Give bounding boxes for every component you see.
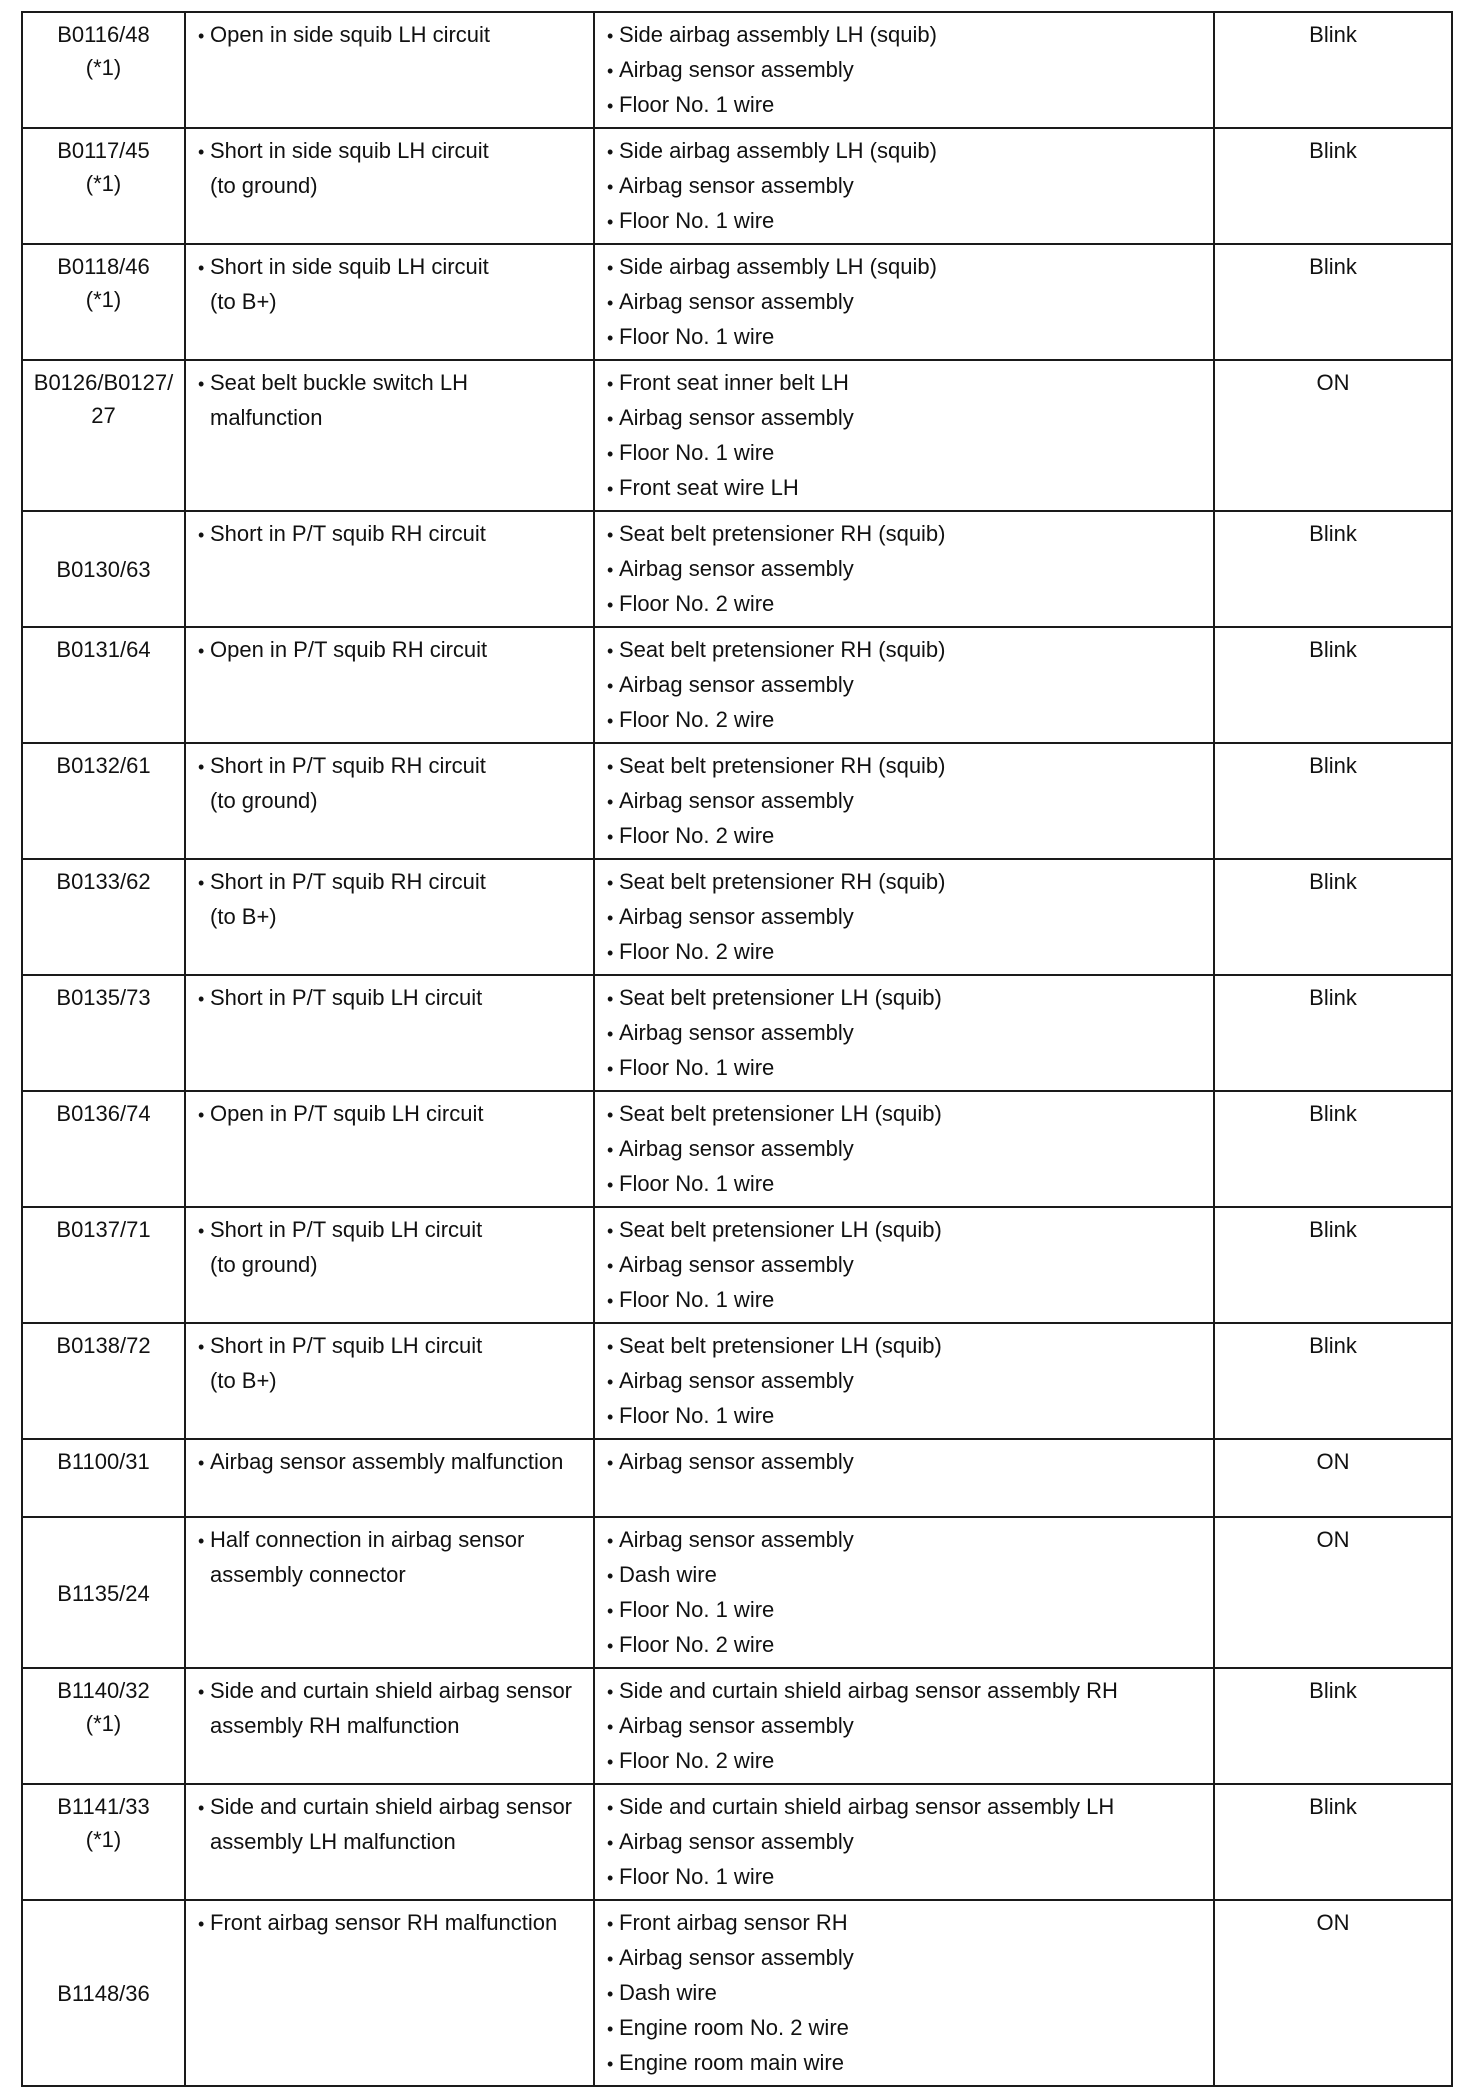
- detection-item-cell: [185, 743, 594, 859]
- detection-item: • Short in side squib LH circuit (to B+): [194, 250, 585, 318]
- table-row: [22, 511, 1452, 627]
- trouble-area: • Airbag sensor assembly: [603, 784, 1205, 819]
- trouble-area-cell: [594, 360, 1214, 511]
- dtc-code: B0130/63: [56, 557, 151, 582]
- trouble-area: • Seat belt pretensioner RH (squib): [603, 517, 1205, 552]
- trouble-area: • Seat belt pretensioner LH (squib): [603, 981, 1205, 1016]
- table-row: [22, 360, 1452, 511]
- detection-item-cell: [185, 975, 594, 1091]
- dtc-code: 27: [91, 403, 116, 428]
- dtc-code-cell: [22, 360, 185, 511]
- warning-lamp-status: Blink: [1214, 511, 1452, 627]
- detection-item-cell: [185, 1517, 594, 1668]
- dtc-code: B0136/74: [56, 1101, 151, 1126]
- dtc-code-cell: [22, 1900, 185, 2086]
- warning-lamp-status: ON: [1214, 1900, 1452, 2086]
- trouble-area: • Airbag sensor assembly: [603, 285, 1205, 320]
- dtc-code-cell: [22, 1668, 185, 1784]
- trouble-area: • Airbag sensor assembly: [603, 552, 1205, 587]
- dtc-code: (*1): [85, 55, 122, 80]
- dtc-code: (*1): [85, 287, 122, 312]
- trouble-area: • Airbag sensor assembly: [603, 1445, 1205, 1480]
- table-row: [22, 1439, 1452, 1517]
- warning-lamp-status: Blink: [1214, 1784, 1452, 1900]
- table-row: [22, 1784, 1452, 1900]
- dtc-code-cell: [22, 627, 185, 743]
- trouble-area: • Floor No. 2 wire: [603, 935, 1205, 970]
- table-row: [22, 244, 1452, 360]
- dtc-code-cell: [22, 1439, 185, 1517]
- detection-item-cell: [185, 244, 594, 360]
- dtc-code-cell: [22, 244, 185, 360]
- trouble-area: • Airbag sensor assembly: [603, 1941, 1205, 1976]
- detection-item: • Half connection in airbag sensor assembly connector: [194, 1523, 585, 1591]
- warning-lamp-status: Blink: [1214, 1323, 1452, 1439]
- trouble-area-cell: [594, 511, 1214, 627]
- warning-lamp-status: ON: [1214, 1517, 1452, 1668]
- dtc-code: B0138/72: [56, 1333, 151, 1358]
- detection-item-cell: [185, 1439, 594, 1517]
- table-row: [22, 1091, 1452, 1207]
- dtc-code: B1148/36: [57, 1981, 150, 2006]
- table-row: [22, 1517, 1452, 1668]
- trouble-area-cell: [594, 743, 1214, 859]
- trouble-area: • Floor No. 1 wire: [603, 320, 1205, 355]
- trouble-area: • Floor No. 2 wire: [603, 1744, 1205, 1779]
- trouble-area: • Airbag sensor assembly: [603, 1709, 1205, 1744]
- trouble-area-cell: [594, 975, 1214, 1091]
- dtc-code: B0137/71: [56, 1217, 151, 1242]
- dtc-code: B0131/64: [56, 637, 151, 662]
- trouble-area-cell: [594, 859, 1214, 975]
- trouble-area: • Floor No. 2 wire: [603, 1628, 1205, 1663]
- table-row: [22, 128, 1452, 244]
- trouble-area: • Floor No. 1 wire: [603, 1051, 1205, 1086]
- trouble-area: • Side airbag assembly LH (squib): [603, 134, 1205, 169]
- detection-item-cell: [185, 1668, 594, 1784]
- trouble-area-cell: [594, 1784, 1214, 1900]
- trouble-area: • Floor No. 2 wire: [603, 703, 1205, 738]
- trouble-area: • Side airbag assembly LH (squib): [603, 18, 1205, 53]
- trouble-area-cell: [594, 1517, 1214, 1668]
- dtc-code: B1140/32: [57, 1678, 150, 1703]
- trouble-area: • Airbag sensor assembly: [603, 900, 1205, 935]
- trouble-area: • Floor No. 1 wire: [603, 204, 1205, 239]
- detection-item: • Seat belt buckle switch LH malfunction: [194, 366, 585, 434]
- dtc-code-cell: [22, 743, 185, 859]
- table-row: [22, 975, 1452, 1091]
- detection-item-cell: [185, 128, 594, 244]
- dtc-code: (*1): [85, 1827, 122, 1852]
- detection-item-cell: [185, 627, 594, 743]
- dtc-code-cell: [22, 1517, 185, 1668]
- detection-item: • Airbag sensor assembly malfunction: [194, 1445, 585, 1480]
- detection-item: • Open in side squib LH circuit: [194, 18, 585, 53]
- detection-item: • Open in P/T squib LH circuit: [194, 1097, 585, 1132]
- dtc-code: B0132/61: [56, 753, 151, 778]
- dtc-code-cell: [22, 128, 185, 244]
- dtc-code-cell: [22, 859, 185, 975]
- table-row: [22, 859, 1452, 975]
- detection-item: • Short in P/T squib RH circuit (to B+): [194, 865, 585, 933]
- dtc-code-cell: [22, 1207, 185, 1323]
- trouble-area: • Airbag sensor assembly: [603, 1248, 1205, 1283]
- table-row: [22, 627, 1452, 743]
- trouble-area: • Airbag sensor assembly: [603, 1364, 1205, 1399]
- trouble-area: • Airbag sensor assembly: [603, 169, 1205, 204]
- trouble-area: • Engine room No. 2 wire: [603, 2011, 1205, 2046]
- detection-item: • Short in P/T squib RH circuit: [194, 517, 585, 552]
- trouble-area: • Dash wire: [603, 1976, 1205, 2011]
- trouble-area-cell: [594, 12, 1214, 128]
- dtc-code: B0116/48: [57, 22, 150, 47]
- trouble-area: • Seat belt pretensioner RH (squib): [603, 865, 1205, 900]
- detection-item: • Side and curtain shield airbag sensor assembly LH malfunction: [194, 1790, 585, 1858]
- trouble-area-cell: [594, 128, 1214, 244]
- trouble-area: • Side and curtain shield airbag sensor assembly RH: [603, 1674, 1205, 1709]
- trouble-area: • Airbag sensor assembly: [603, 1132, 1205, 1167]
- trouble-area: • Floor No. 1 wire: [603, 88, 1205, 123]
- table-row: [22, 1900, 1452, 2086]
- detection-item-cell: [185, 1207, 594, 1323]
- dtc-code: B0126/B0127/: [33, 370, 174, 395]
- trouble-area: • Floor No. 1 wire: [603, 1860, 1205, 1895]
- dtc-code: B0133/62: [56, 869, 151, 894]
- dtc-code-cell: [22, 12, 185, 128]
- trouble-area-cell: [594, 1439, 1214, 1517]
- trouble-area: • Front airbag sensor RH: [603, 1906, 1205, 1941]
- trouble-area: • Dash wire: [603, 1558, 1205, 1593]
- trouble-area: • Side and curtain shield airbag sensor assembly LH: [603, 1790, 1205, 1825]
- detection-item: • Short in P/T squib LH circuit (to B+): [194, 1329, 585, 1397]
- warning-lamp-status: Blink: [1214, 1668, 1452, 1784]
- dtc-code: B1141/33: [57, 1794, 150, 1819]
- trouble-area: • Seat belt pretensioner LH (squib): [603, 1097, 1205, 1132]
- detection-item: • Short in P/T squib LH circuit (to ground): [194, 1213, 585, 1281]
- trouble-area-cell: [594, 1900, 1214, 2086]
- warning-lamp-status: Blink: [1214, 244, 1452, 360]
- dtc-code: B1135/24: [57, 1580, 150, 1606]
- dtc-code-cell: [22, 511, 185, 627]
- dtc-code: (*1): [85, 171, 122, 196]
- trouble-area: • Airbag sensor assembly: [603, 1016, 1205, 1051]
- trouble-area: • Airbag sensor assembly: [603, 53, 1205, 88]
- trouble-area: • Side airbag assembly LH (squib): [603, 250, 1205, 285]
- dtc-table: [21, 11, 1453, 2087]
- table-row: [22, 1323, 1452, 1439]
- table-row: [22, 743, 1452, 859]
- trouble-area: • Seat belt pretensioner LH (squib): [603, 1329, 1205, 1364]
- trouble-area: • Seat belt pretensioner RH (squib): [603, 633, 1205, 668]
- detection-item-cell: [185, 1784, 594, 1900]
- trouble-area: • Airbag sensor assembly: [603, 401, 1205, 436]
- trouble-area: • Floor No. 1 wire: [603, 1283, 1205, 1318]
- trouble-area: • Front seat inner belt LH: [603, 366, 1205, 401]
- warning-lamp-status: Blink: [1214, 12, 1452, 128]
- dtc-table-body: [22, 12, 1452, 2086]
- dtc-code-cell: [22, 1091, 185, 1207]
- trouble-area: • Airbag sensor assembly: [603, 1523, 1205, 1558]
- trouble-area-cell: [594, 627, 1214, 743]
- detection-item: • Front airbag sensor RH malfunction: [194, 1906, 585, 1941]
- dtc-code-cell: [22, 1784, 185, 1900]
- dtc-code: B1100/31: [57, 1449, 150, 1474]
- dtc-code: B0117/45: [57, 138, 150, 163]
- trouble-area: • Floor No. 1 wire: [603, 1167, 1205, 1202]
- trouble-area-cell: [594, 1668, 1214, 1784]
- trouble-area: • Floor No. 1 wire: [603, 436, 1205, 471]
- warning-lamp-status: Blink: [1214, 1091, 1452, 1207]
- trouble-area-cell: [594, 1091, 1214, 1207]
- trouble-area-cell: [594, 1323, 1214, 1439]
- table-row: [22, 1668, 1452, 1784]
- trouble-area: • Floor No. 2 wire: [603, 587, 1205, 622]
- warning-lamp-status: Blink: [1214, 1207, 1452, 1323]
- detection-item: • Short in P/T squib LH circuit: [194, 981, 585, 1016]
- table-row: [22, 12, 1452, 128]
- detection-item: • Side and curtain shield airbag sensor assembly RH malfunction: [194, 1674, 585, 1742]
- trouble-area: • Airbag sensor assembly: [603, 1825, 1205, 1860]
- detection-item-cell: [185, 12, 594, 128]
- warning-lamp-status: Blink: [1214, 128, 1452, 244]
- trouble-area: • Seat belt pretensioner RH (squib): [603, 749, 1205, 784]
- trouble-area: • Seat belt pretensioner LH (squib): [603, 1213, 1205, 1248]
- table-row: [22, 1207, 1452, 1323]
- detection-item-cell: [185, 1323, 594, 1439]
- detection-item-cell: [185, 360, 594, 511]
- dtc-code-cell: [22, 1323, 185, 1439]
- detection-item: • Short in side squib LH circuit (to ground): [194, 134, 585, 202]
- warning-lamp-status: ON: [1214, 1439, 1452, 1517]
- detection-item: • Short in P/T squib RH circuit (to ground): [194, 749, 585, 817]
- trouble-area: • Floor No. 2 wire: [603, 819, 1205, 854]
- warning-lamp-status: Blink: [1214, 975, 1452, 1091]
- detection-item-cell: [185, 511, 594, 627]
- detection-item-cell: [185, 1900, 594, 2086]
- detection-item: • Open in P/T squib RH circuit: [194, 633, 585, 668]
- warning-lamp-status: Blink: [1214, 743, 1452, 859]
- trouble-area: • Airbag sensor assembly: [603, 668, 1205, 703]
- trouble-area: • Engine room main wire: [603, 2046, 1205, 2081]
- trouble-area: • Floor No. 1 wire: [603, 1593, 1205, 1628]
- trouble-area-cell: [594, 1207, 1214, 1323]
- warning-lamp-status: Blink: [1214, 627, 1452, 743]
- dtc-code: B0118/46: [57, 254, 150, 279]
- trouble-area: • Floor No. 1 wire: [603, 1399, 1205, 1434]
- detection-item-cell: [185, 859, 594, 975]
- warning-lamp-status: ON: [1214, 360, 1452, 511]
- trouble-area: • Front seat wire LH: [603, 471, 1205, 506]
- trouble-area-cell: [594, 244, 1214, 360]
- dtc-code: B0135/73: [56, 985, 151, 1010]
- warning-lamp-status: Blink: [1214, 859, 1452, 975]
- detection-item-cell: [185, 1091, 594, 1207]
- dtc-code-cell: [22, 975, 185, 1091]
- dtc-code: (*1): [85, 1711, 122, 1736]
